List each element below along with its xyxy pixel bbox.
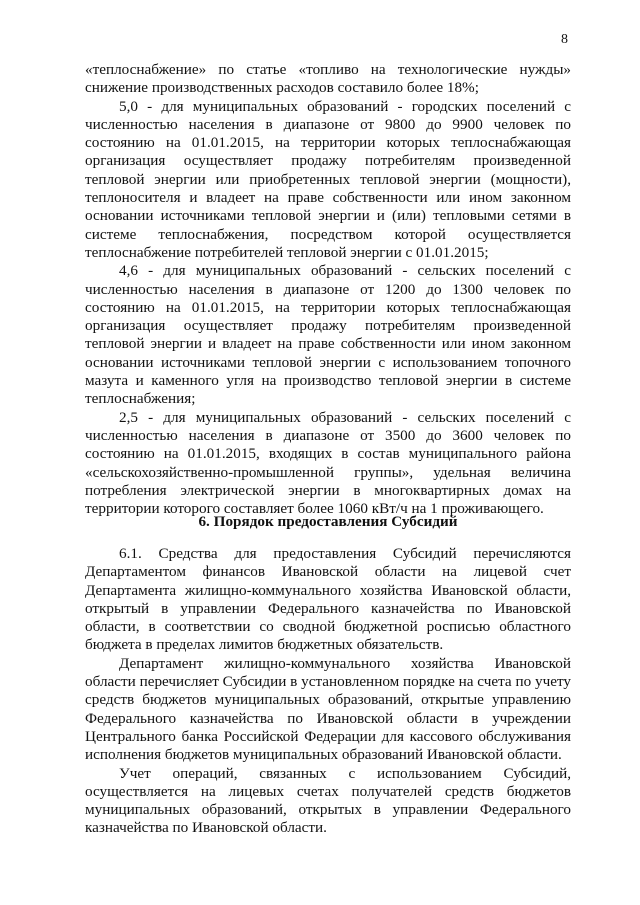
paragraph-coefficient-2-5: 2,5 - для муниципальных образований - сельских поселений с численностью населения в диапазоне от 3500 до 3600 человек по состоянию на 01.01.2015, входящих в состав муниципального района «сельскохозяйственно-промышленной группы», удельная величина потребления электрической энергии в многоквартирных домах на территории которого составляет более 1060 кВт/ч на 1 проживающего. — [85, 408, 571, 518]
paragraph-coefficient-4-6: 4,6 - для муниципальных образований - сельских поселений с численностью населения в диапазоне от 1200 до 1300 человек по состоянию на 01.01.2015, на территории которых теплоснабжающая организация осуществляет продажу потребителям произведенной тепловой энергии и владеет на праве собственности или ином законном основании источниками тепловой энергии с использованием топочного мазута и каменного угля на производство тепловой энергии в системе теплоснабжения; — [85, 262, 571, 408]
paragraph-6-1: 6.1. Средства для предоставления Субсидий перечисляются Департаментом финансов Ивановской области на лицевой счет Департамента жилищно-коммунального хозяйства Ивановской области, открытый в управлении Федерального казначейства по Ивановской области, в соответствии со сводной бюджетной росписью областного бюджета в пределах лимитов бюджетных обязательств. — [85, 545, 571, 654]
continued-list — [85, 61, 571, 518]
paragraph-department-transfer: Департамент жилищно-коммунального хозяйства Ивановской области перечисляет Субсидии в установленном порядке на счета по учету средств бюджетов муниципальных образований, открытые управлению Федерального казначейства по Ивановской области в учреждении Центрального банка Российской Федерации для кассового обслуживания исполнения бюджетов муниципальных образований Ивановской области. — [85, 654, 571, 764]
section-body — [85, 545, 571, 838]
paragraph-accounting: Учет операций, связанных с использованием Субсидий, осуществляется на лицевых счетах получателей средств бюджетов муниципальных образований, открытых в управлении Федерального казначейства по Ивановской области. — [85, 764, 571, 837]
paragraph-coefficient-5-0: 5,0 - для муниципальных образований - городских поселений с численностью населения в диапазоне от 9800 до 9900 человек по состоянию на 01.01.2015, на территории которых теплоснабжающая организация осуществляет продажу потребителям произведенной тепловой энергии или приобретенных тепловой энергии (мощности), теплоносителя и владеет на праве собственности или ином законном основании источниками тепловой энергии и (или) тепловыми сетями в системе теплоснабжения, посредством которой осуществляется теплоснабжение потребителей тепловой энергии с 01.01.2015; — [85, 97, 571, 261]
section-heading: 6. Порядок предоставления Субсидий — [198, 513, 458, 530]
page-number: 8 — [561, 32, 568, 47]
paragraph-continuation: «теплоснабжение» по статье «топливо на технологические нужды» снижение производственных расходов составило более 18%; — [85, 61, 571, 97]
